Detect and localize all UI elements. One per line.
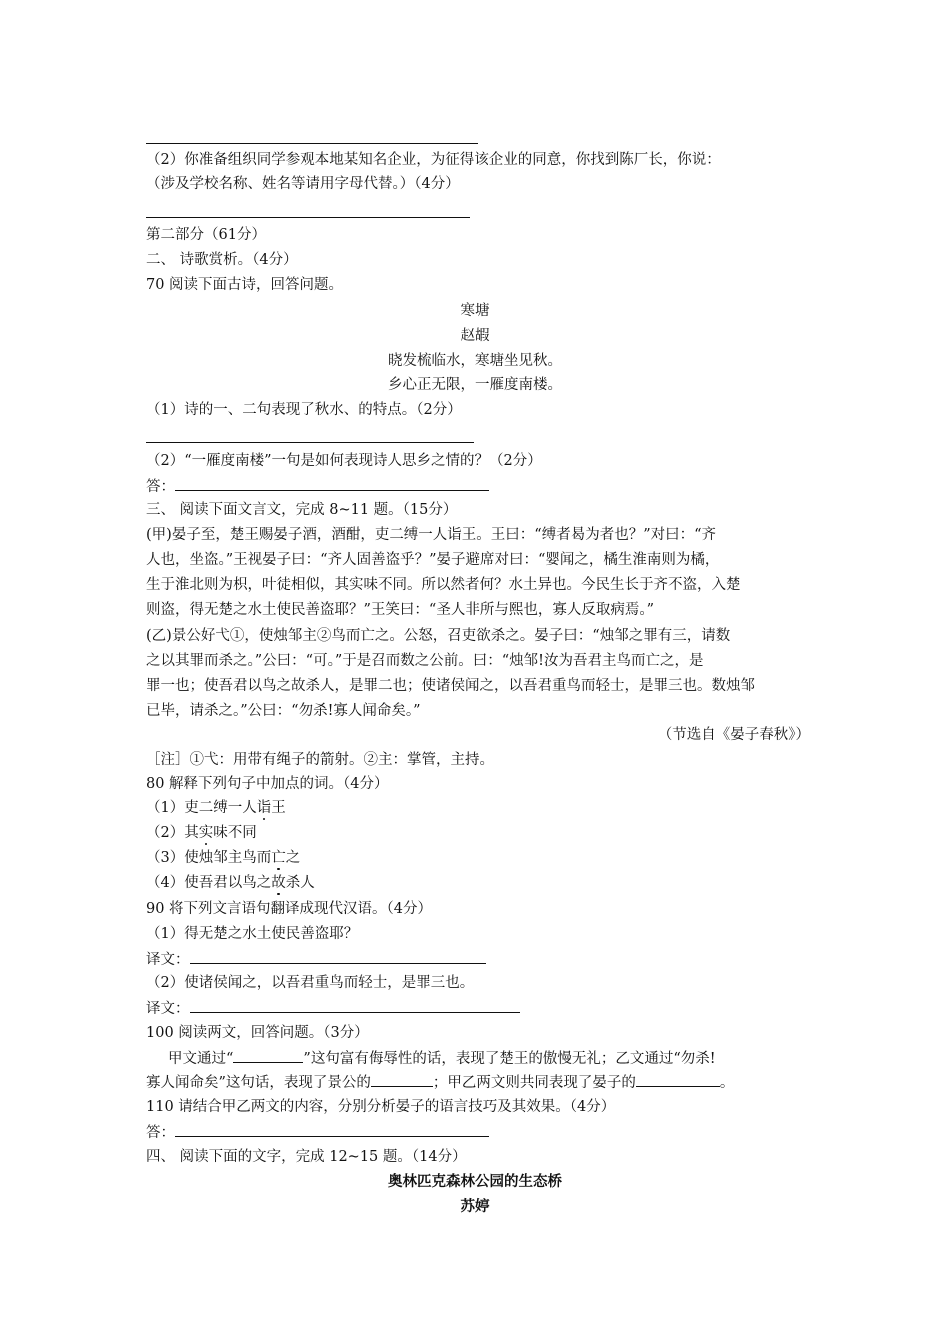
- question-2-note: （涉及学校名称、姓名等请用字母代替。）（4分）: [146, 176, 460, 192]
- answer-row: [146, 476, 489, 497]
- fill-blank[interactable]: [233, 1048, 303, 1063]
- annotation-note: ［注］①弋：用带有绳子的箭射。②主：掌管，主持。: [146, 752, 494, 768]
- answer-blank[interactable]: [175, 1122, 489, 1137]
- poem-title: 寒塘: [460, 303, 490, 319]
- passage-yi-line-1: (乙)景公好弋①，使烛邹主②鸟而亡之。公怒，召吏欲杀之。晏子曰：“烛邹之罪有三，请数: [146, 628, 731, 644]
- section-two-heading: 二、 诗歌赏析。（4分）: [146, 252, 298, 268]
- question-8-1: [146, 798, 286, 818]
- question-8-3: [146, 848, 300, 868]
- translation-blank[interactable]: [190, 998, 520, 1013]
- answer-label: 答：: [146, 479, 175, 495]
- question-2-text: （2）你准备组织同学参观本地某知名企业，为征得该企业的同意，你找到陈厂长，你说：: [146, 152, 721, 168]
- translation-row: [146, 949, 486, 970]
- question-7-2: （2）“一雁度南楼”一句是如何表现诗人思乡之情的？（2分）: [146, 453, 542, 469]
- answer-label: 答：: [146, 1125, 175, 1141]
- passage-jia-line-4: 则盗，得无楚之水土使民善盗耶？”王笑曰：“圣人非所与熙也，寡人反取病焉。”: [146, 602, 654, 618]
- passage-yi-line-2: 之以其罪而杀之。”公曰：“可。”于是召而数之公前。曰：“烛邹!汝为吾君主鸟而亡之，是: [146, 653, 704, 669]
- fill-text: 寡人闻命矣”这句话，表现了景公的: [146, 1075, 371, 1091]
- section-three-heading: 三、 阅读下面文言文，完成 8~11 题。（15分）: [146, 502, 458, 518]
- question-8-4: [146, 873, 315, 893]
- dotted-word: 诣: [256, 800, 272, 816]
- sentence-text: （2）其: [146, 825, 199, 841]
- part-two-heading: 第二部分（61分）: [146, 227, 266, 243]
- question-7: 70 阅读下面古诗，回答问题。: [146, 277, 344, 293]
- dotted-word: 实: [198, 825, 214, 841]
- translation-label: 译文：: [146, 952, 190, 968]
- poem-author: 赵嘏: [460, 328, 490, 344]
- sentence-text: 王: [271, 800, 286, 816]
- fill-blank[interactable]: [371, 1072, 433, 1087]
- answer-row: [146, 1122, 489, 1143]
- question-7-1: （1）诗的一、二句表现了秋水、的特点。（2分）: [146, 402, 462, 418]
- fill-text: ”这句富有侮辱性的话，表现了楚王的傲慢无礼；乙文通过“勿杀!: [303, 1051, 716, 1067]
- poem-line-1: 晓发梳临水，寒塘坐见秋。: [388, 353, 562, 369]
- sentence-text: （4）使吾君以鸟之: [146, 875, 272, 891]
- question-9-2: （2）使诸侯闻之，以吾君重鸟而轻士，是罪三也。: [146, 975, 475, 991]
- translation-label: 译文：: [146, 1001, 190, 1017]
- question-9: 90 将下列文言语句翻译成现代汉语。（4分）: [146, 901, 433, 917]
- dotted-word: 亡: [271, 850, 286, 866]
- dotted-word: 故: [271, 875, 286, 891]
- article-author: 苏婷: [460, 1199, 490, 1215]
- answer-blank[interactable]: [175, 476, 489, 491]
- passage-jia-line-2: 人也，坐盗。”王视晏子曰：“齐人固善盗乎？”晏子避席对曰：“婴闻之，橘生淮南则为橘，: [146, 552, 720, 568]
- question-9-1: （1）得无楚之水土使民善盗耶？: [146, 926, 359, 942]
- question-8-2: [146, 823, 257, 843]
- fill-blank[interactable]: [636, 1072, 720, 1087]
- passage-source: （节选自《晏子春秋》）: [657, 727, 810, 743]
- fill-text: 。: [719, 1075, 735, 1091]
- question-8: 80 解释下列句子中加点的词。（4分）: [146, 776, 389, 792]
- passage-yi-line-3: 罪一也；使吾君以鸟之故杀人，是罪二也；使诸侯闻之，以吾君重鸟而轻士，是罪三也。数烛邹: [146, 678, 755, 694]
- sentence-text: （3）使烛邹主鸟而: [146, 850, 272, 866]
- sentence-text: 杀人: [285, 875, 315, 891]
- section-four-heading: 四、 阅读下面的文字，完成 12~15 题。（14分）: [146, 1149, 467, 1165]
- fill-text: ；甲乙两文则共同表现了晏子的: [432, 1075, 636, 1091]
- question-11: 110 请结合甲乙两文的内容，分别分析晏子的语言技巧及其效果。（4分）: [146, 1099, 616, 1115]
- translation-blank[interactable]: [190, 949, 486, 964]
- sentence-text: 味不同: [213, 825, 257, 841]
- fill-text: 甲文通过“: [168, 1051, 234, 1067]
- question-10-line-2: [146, 1072, 734, 1093]
- passage-jia-line-1: (甲)晏子至，楚王赐晏子酒，酒酣，吏二缚一人诣王。王曰：“缚者曷为者也？”对曰：“齐: [146, 527, 717, 543]
- passage-yi-line-4: 已毕，请杀之。”公曰：“勿杀!寡人闻命矣。”: [146, 703, 421, 719]
- sentence-text: 之: [285, 850, 301, 866]
- poem-line-2: 乡心正无限，一雁度南楼。: [388, 377, 562, 393]
- question-10: 100 阅读两文，回答问题。（3分）: [146, 1025, 369, 1041]
- article-title: 奥林匹克森林公园的生态桥: [388, 1174, 562, 1190]
- translation-row: [146, 998, 520, 1019]
- sentence-text: （1）吏二缚一人: [146, 800, 257, 816]
- passage-jia-line-3: 生于淮北则为枳，叶徒相似，其实味不同。所以然者何？水土异也。今民生长于齐不盗，入楚: [146, 577, 741, 593]
- answer-line: [146, 143, 478, 144]
- question-10-line-1: [168, 1048, 716, 1069]
- answer-line: [146, 217, 470, 218]
- answer-line: [146, 442, 474, 443]
